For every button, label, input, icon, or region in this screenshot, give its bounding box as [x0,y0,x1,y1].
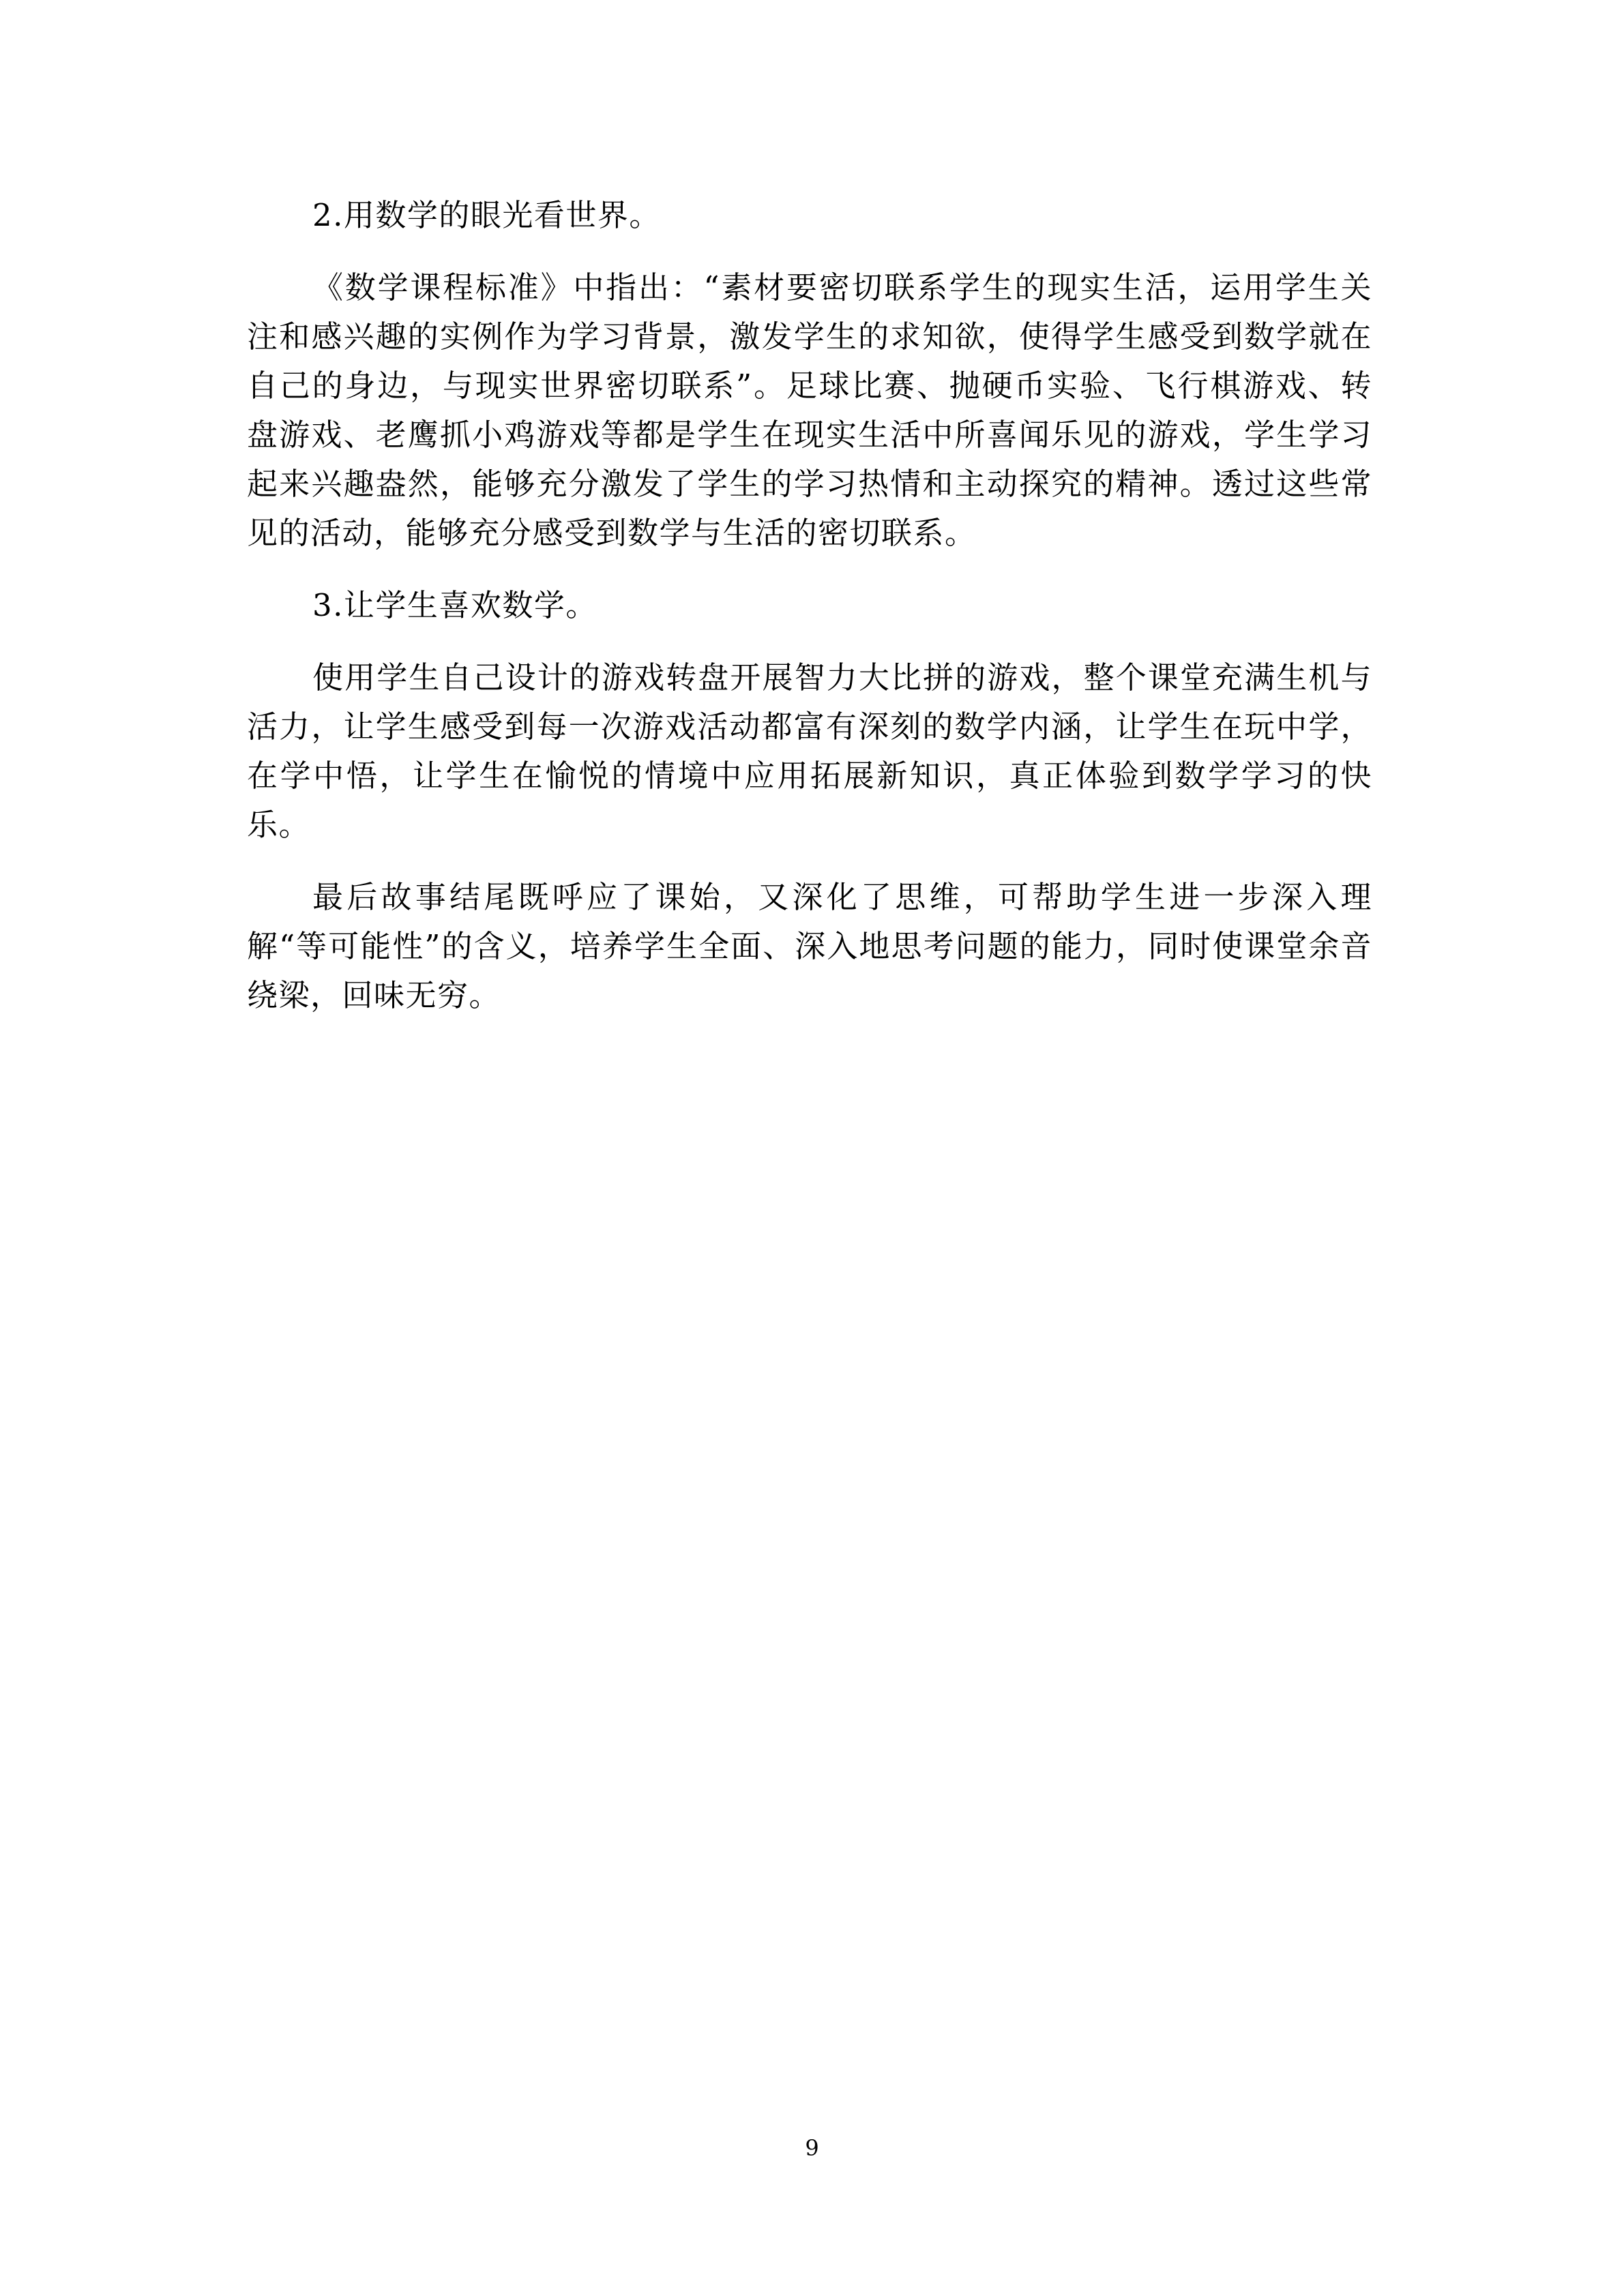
section-heading-3: 3.让学生喜欢数学。 [312,587,597,623]
page-number: 9 [805,2135,819,2161]
section-paragraph-3: 使用学生自己设计的游戏转盘开展智力大比拼的游戏，整个课堂充满生机与活力，让学生感受到每一次游戏活动都富有深刻的数学内涵，让学生在玩中学，在学中悟，让学生在愉悦的情境中应用拓展新知识，真正体验到数学学习的快乐。 [247,659,1372,843]
closing-paragraph: 最后故事结尾既呼应了课始，又深化了思维，可帮助学生进一步深入理解“等可能性”的含义，培养学生全面、深入地思考问题的能力，同时使课堂余音绕梁，回味无穷。 [247,879,1372,1013]
document-body [247,191,1372,1043]
section-paragraph-2: 《数学课程标准》中指出：“素材要密切联系学生的现实生活，运用学生关注和感兴趣的实例作为学习背景，激发学生的求知欲，使得学生感受到数学就在自己的身边，与现实世界密切联系”。足球比赛、抛硬币实验、飞行棋游戏、转盘游戏、老鹰抓小鸡游戏等都是学生在现实生活中所喜闻乐见的游戏，学生学习起来兴趣盎然，能够充分激发了学生的学习热情和主动探究的精神。透过这些常见的活动，能够充分感受到数学与生活的密切联系。 [247,269,1372,551]
section-heading-2: 2.用数学的眼光看世界。 [312,197,661,233]
